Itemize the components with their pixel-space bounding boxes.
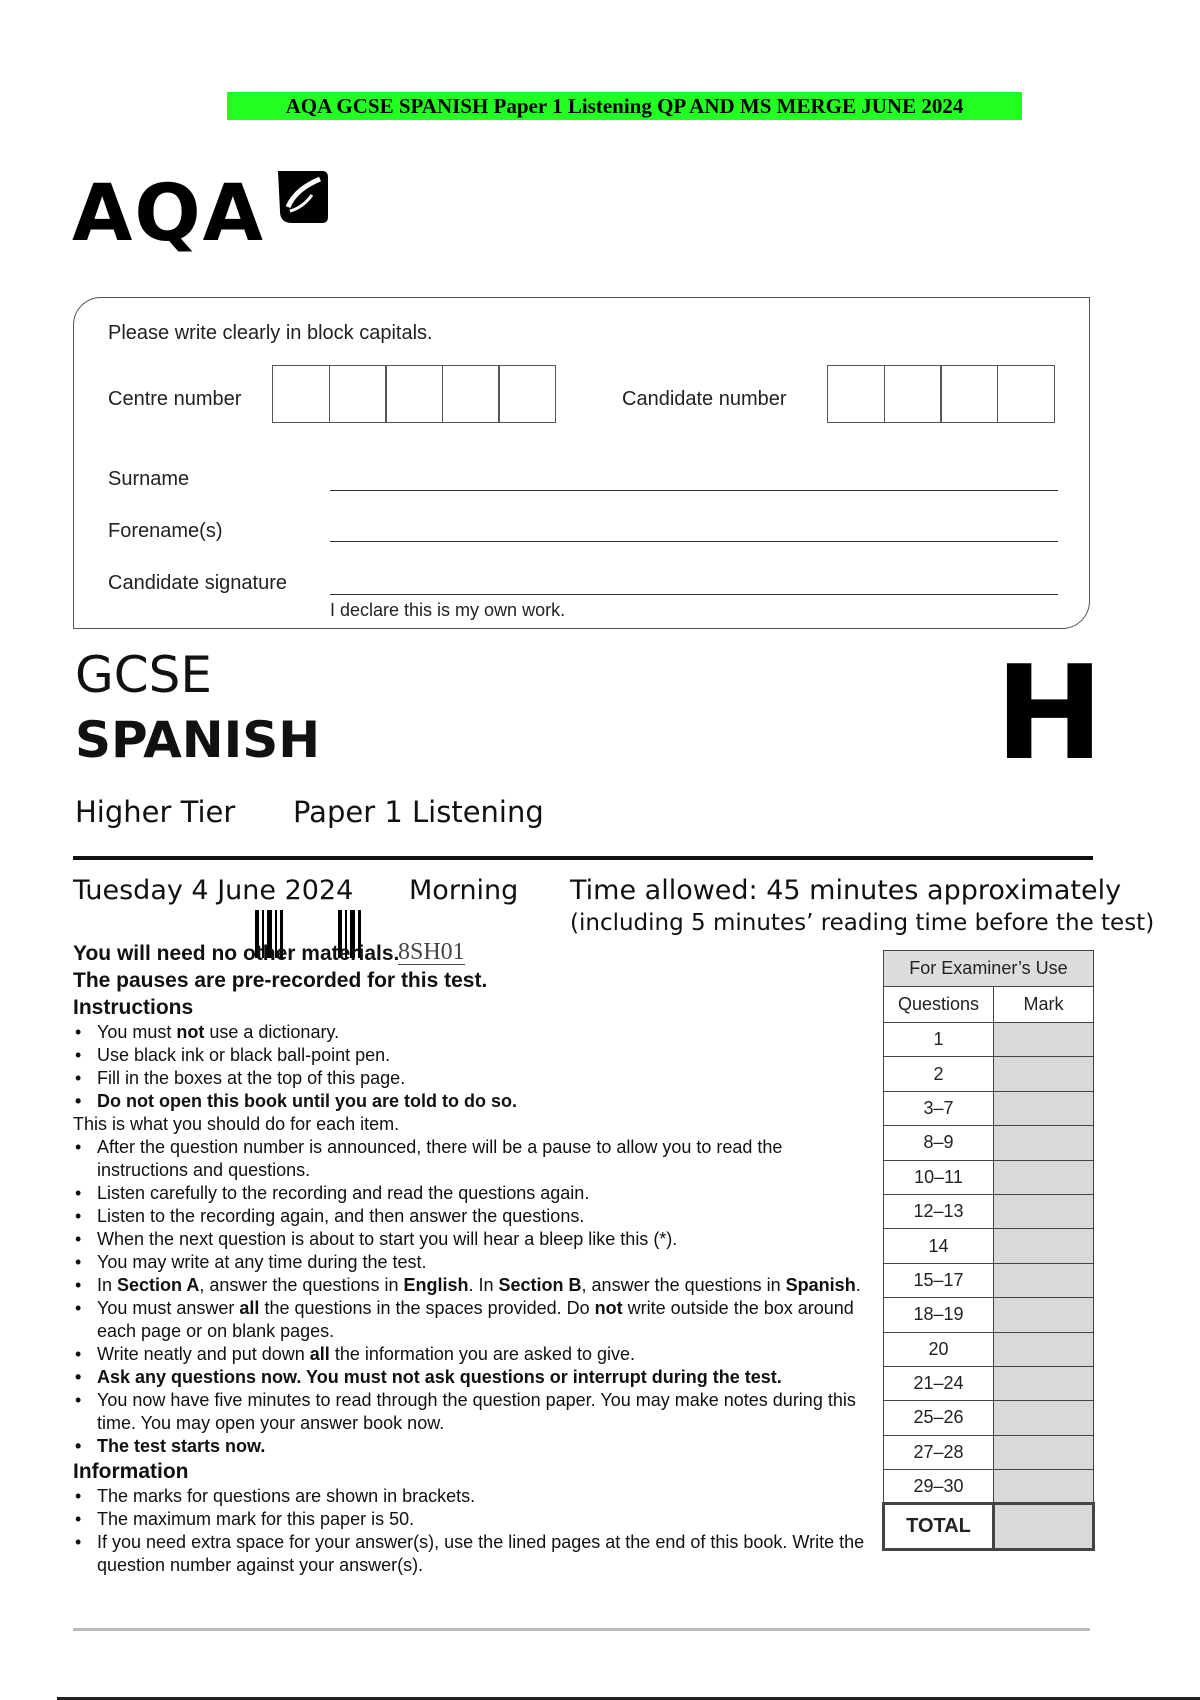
mark-cell[interactable] <box>994 1470 1094 1504</box>
information-heading: Information <box>73 1460 189 1483</box>
list-item: • The marks for questions are shown in brackets. <box>73 1485 873 1508</box>
aqa-logo-text: AQA <box>72 169 266 259</box>
centre-number-label: Centre number <box>108 388 242 410</box>
signature-line[interactable] <box>330 594 1058 595</box>
centre-number-digit-box[interactable] <box>329 365 387 423</box>
list-item: • Listen to the recording again, and then answer the questions. <box>73 1205 873 1228</box>
paper-name: Paper 1 Listening <box>293 795 544 829</box>
question-range-cell: 3–7 <box>884 1091 994 1125</box>
question-range-cell: 27–28 <box>884 1435 994 1469</box>
list-item: • In Section A, answer the questions in English. In Section B, answer the questions in Spanish. <box>73 1274 873 1297</box>
aqa-leaf-icon <box>272 163 330 225</box>
instructions-heading: Instructions <box>73 996 194 1019</box>
questions-column-header: Questions <box>884 987 994 1023</box>
total-label: TOTAL <box>884 1504 994 1550</box>
surname-line[interactable] <box>330 490 1058 491</box>
question-range-cell: 20 <box>884 1332 994 1366</box>
table-row <box>884 1057 1094 1091</box>
question-range-cell: 29–30 <box>884 1470 994 1504</box>
mark-cell[interactable] <box>994 1126 1094 1160</box>
mark-cell[interactable] <box>994 1263 1094 1297</box>
table-row <box>884 1366 1094 1400</box>
document-code: 8SH01 <box>398 939 465 965</box>
mark-cell[interactable] <box>994 1401 1094 1435</box>
item-instructions-intro: This is what you should do for each item. <box>73 1114 400 1134</box>
table-row <box>884 1194 1094 1228</box>
table-row <box>884 1126 1094 1160</box>
document-banner: AQA GCSE SPANISH Paper 1 Listening QP AND MS MERGE JUNE 2024 <box>227 92 1022 120</box>
table-row <box>884 1160 1094 1194</box>
candidate-number-digit-box[interactable] <box>884 365 942 423</box>
qualification-title: GCSE <box>75 646 212 704</box>
forenames-label: Forename(s) <box>108 520 223 542</box>
centre-number-digit-box[interactable] <box>442 365 500 423</box>
mark-cell[interactable] <box>994 1160 1094 1194</box>
subject-title: SPANISH <box>75 711 321 769</box>
materials-note: You will need no other materials. <box>73 942 400 965</box>
mark-cell[interactable] <box>994 1366 1094 1400</box>
table-row <box>884 1263 1094 1297</box>
list-item: • When the next question is about to start you will hear a bleep like this (*). <box>73 1228 873 1251</box>
question-range-cell: 12–13 <box>884 1194 994 1228</box>
table-row <box>884 1401 1094 1435</box>
list-item: • Ask any questions now. You must not ask questions or interrupt during the test. <box>73 1366 873 1389</box>
mark-cell[interactable] <box>994 1332 1094 1366</box>
footer-rule <box>73 1628 1090 1631</box>
mark-column-header: Mark <box>994 987 1094 1023</box>
time-allowed-note: (including 5 minutes’ reading time before the test) <box>570 910 1155 936</box>
instructions-section <box>73 940 873 1577</box>
block-capitals-instruction: Please write clearly in block capitals. <box>108 322 433 344</box>
pauses-note: The pauses are pre-recorded for this test. <box>73 969 488 992</box>
list-item: • Write neatly and put down all the information you are asked to give. <box>73 1343 873 1366</box>
centre-number-digit-box[interactable] <box>498 365 556 423</box>
declaration-text: I declare this is my own work. <box>330 600 566 620</box>
mark-cell[interactable] <box>994 1023 1094 1057</box>
question-range-cell: 10–11 <box>884 1160 994 1194</box>
centre-number-digit-box[interactable] <box>272 365 330 423</box>
list-item: • You now have five minutes to read through the question paper. You may make notes during this time. You may open your answer book now. <box>73 1389 873 1435</box>
question-range-cell: 25–26 <box>884 1401 994 1435</box>
instructions-list <box>73 1021 873 1113</box>
table-row <box>884 1091 1094 1125</box>
mark-cell[interactable] <box>994 1091 1094 1125</box>
exam-date: Tuesday 4 June 2024 <box>73 875 354 906</box>
mark-cell[interactable] <box>994 1298 1094 1332</box>
time-allowed: Time allowed: 45 minutes approximately <box>570 875 1122 906</box>
signature-label: Candidate signature <box>108 572 288 594</box>
examiner-use-table <box>882 950 1095 1551</box>
table-row <box>884 1332 1094 1366</box>
total-mark-cell[interactable] <box>994 1504 1094 1550</box>
list-item: • After the question number is announced, there will be a pause to allow you to read the instructions and questions. <box>73 1136 873 1182</box>
list-item: • Listen carefully to the recording and read the questions again. <box>73 1182 873 1205</box>
mark-cell[interactable] <box>994 1435 1094 1469</box>
table-row <box>884 1470 1094 1504</box>
list-item: • Fill in the boxes at the top of this page. <box>73 1067 873 1090</box>
question-range-cell: 2 <box>884 1057 994 1091</box>
question-range-cell: 21–24 <box>884 1366 994 1400</box>
table-row <box>884 1435 1094 1469</box>
mark-cell[interactable] <box>994 1229 1094 1263</box>
list-item: • Do not open this book until you are told to do so. <box>73 1090 873 1113</box>
candidate-number-digit-box[interactable] <box>827 365 885 423</box>
table-row <box>884 1023 1094 1057</box>
centre-number-boxes <box>272 365 556 423</box>
examiner-table-title: For Examiner’s Use <box>884 951 1094 987</box>
candidate-number-boxes <box>827 365 1055 423</box>
tier-name: Higher Tier <box>75 795 236 829</box>
table-row <box>884 1229 1094 1263</box>
question-range-cell: 8–9 <box>884 1126 994 1160</box>
list-item: • The test starts now. <box>73 1435 873 1458</box>
list-item: • You must not use a dictionary. <box>73 1021 873 1044</box>
forenames-line[interactable] <box>330 541 1058 542</box>
candidate-number-digit-box[interactable] <box>940 365 998 423</box>
exam-session: Morning <box>409 875 519 906</box>
header-rule <box>73 856 1093 860</box>
mark-cell[interactable] <box>994 1194 1094 1228</box>
candidate-number-digit-box[interactable] <box>997 365 1055 423</box>
question-range-cell: 18–19 <box>884 1298 994 1332</box>
list-item: • You must answer all the questions in the spaces provided. Do not write outside the box around each page or on blank pages. <box>73 1297 873 1343</box>
tier-letter: H <box>995 637 1104 789</box>
question-range-cell: 15–17 <box>884 1263 994 1297</box>
list-item: • The maximum mark for this paper is 50. <box>73 1508 873 1531</box>
information-list <box>73 1485 873 1577</box>
list-item: • You may write at any time during the test. <box>73 1251 873 1274</box>
item-instructions-list <box>73 1136 873 1458</box>
candidate-number-label: Candidate number <box>622 388 787 410</box>
table-row <box>884 1298 1094 1332</box>
list-item: • Use black ink or black ball-point pen. <box>73 1044 873 1067</box>
mark-cell[interactable] <box>994 1057 1094 1091</box>
question-range-cell: 14 <box>884 1229 994 1263</box>
question-range-cell: 1 <box>884 1023 994 1057</box>
list-item: • If you need extra space for your answer(s), use the lined pages at the end of this book. Write the question number against your answer(s). <box>73 1531 873 1577</box>
surname-label: Surname <box>108 468 190 490</box>
centre-number-digit-box[interactable] <box>385 365 443 423</box>
